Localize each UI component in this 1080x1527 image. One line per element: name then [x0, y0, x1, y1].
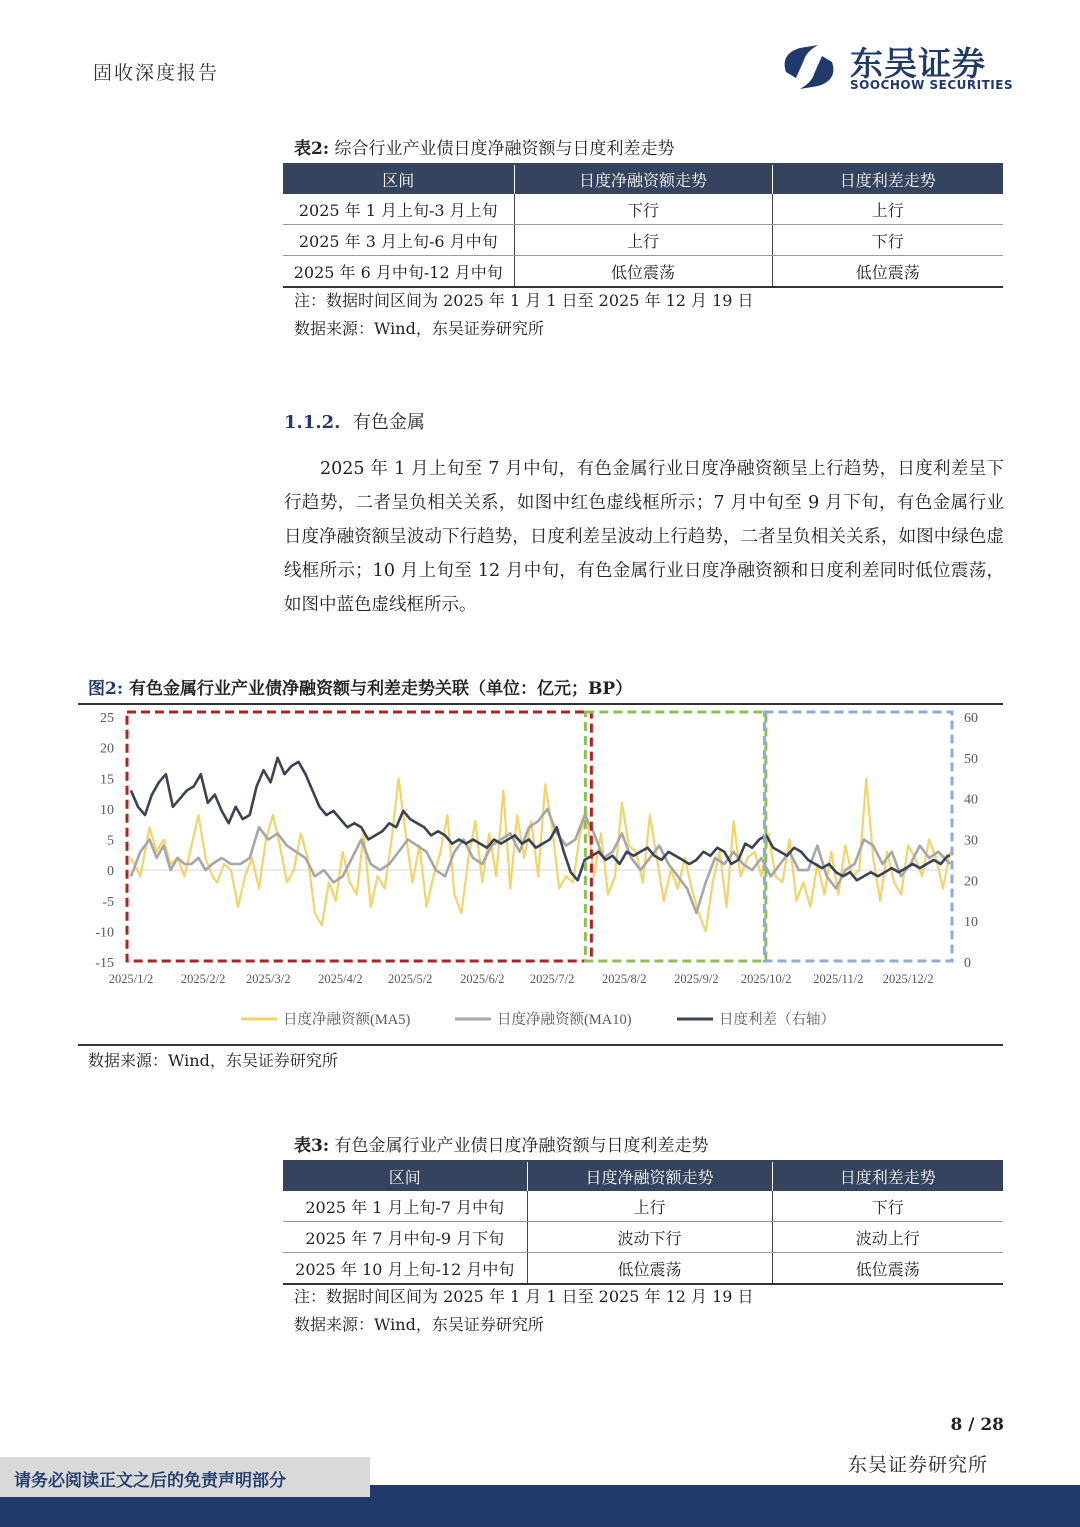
- figure-bottom-rule: [78, 1044, 1003, 1046]
- x-axis-tick-label: 2025/5/2: [387, 972, 433, 986]
- figure2-caption-text: 有色金属行业产业债净融资额与利差走势关联（单位：亿元；: [129, 679, 589, 699]
- table2-note: 注：数据时间区间为 2025 年 1 月 1 日至 2025 年 12 月 19 日: [294, 291, 754, 310]
- table-row: [283, 1222, 1003, 1253]
- figure2-caption: [88, 674, 632, 699]
- x-axis-tick-label: 2025/10/2: [740, 972, 792, 986]
- x-axis-tick-label: 2025/9/2: [674, 972, 719, 986]
- table3: [283, 1160, 1003, 1285]
- table-row: [283, 1191, 1003, 1222]
- legend-label: 日度净融资额(MA10): [497, 1012, 632, 1028]
- table-cell: 波动下行: [527, 1222, 772, 1253]
- table-row: [283, 256, 1003, 288]
- table2-caption-text: 综合行业产业债日度净融资额与日度利差走势: [334, 139, 675, 159]
- left-axis-tick-label: 10: [100, 802, 114, 818]
- table2-caption: [294, 134, 675, 159]
- table-cell: 2025 年 1 月上旬-7 月中旬: [283, 1191, 527, 1222]
- table-cell: 2025 年 1 月上旬-3 月上旬: [283, 194, 514, 225]
- page-number: 8 / 28: [950, 1415, 1004, 1435]
- right-axis-tick-label: 30: [964, 833, 978, 849]
- table-header-cell: 日度利差走势: [772, 164, 1003, 194]
- company-logo: [778, 40, 1014, 96]
- left-axis-tick-label: 5: [107, 833, 114, 849]
- right-axis-tick-label: 40: [964, 792, 978, 808]
- figure2-caption-close: ）: [615, 679, 633, 699]
- table3-source: 数据来源：Wind，东吴证券研究所: [294, 1315, 544, 1334]
- x-axis-tick-label: 2025/3/2: [246, 972, 291, 986]
- table-header-row: [283, 164, 1003, 194]
- section-title: 有色金属: [352, 412, 425, 433]
- table-cell: 上行: [527, 1191, 772, 1222]
- figure2-caption-prefix: 图2:: [88, 679, 124, 699]
- table-header-cell: 区间: [283, 164, 514, 194]
- green-dashed-box: [585, 712, 766, 961]
- footer-institute: 东吴证券研究所: [847, 1454, 988, 1476]
- current-page: 8: [950, 1415, 963, 1435]
- table-cell: 波动上行: [772, 1222, 1003, 1253]
- table-header-cell: 区间: [283, 1161, 527, 1191]
- table-cell: 下行: [772, 225, 1003, 256]
- right-axis-tick-label: 10: [964, 915, 978, 931]
- left-axis-tick-label: -15: [95, 956, 114, 971]
- figure2-source: 数据来源：Wind，东吴证券研究所: [88, 1051, 338, 1070]
- legend-label: 日度利差（右轴）: [719, 1012, 835, 1028]
- logo-mark-icon: [778, 42, 840, 92]
- table-cell: 上行: [772, 194, 1003, 225]
- right-axis-tick-label: 60: [964, 711, 978, 726]
- left-axis-tick-label: 20: [100, 741, 114, 757]
- section-paragraph: [284, 452, 1004, 622]
- table-cell: 低位震荡: [772, 256, 1003, 288]
- series-line-2: [131, 809, 950, 913]
- table-cell: 2025 年 7 月中旬-9 月下旬: [283, 1222, 527, 1253]
- table-header-cell: 日度利差走势: [772, 1161, 1003, 1191]
- table-cell: 低位震荡: [514, 256, 772, 288]
- x-axis-tick-label: 2025/7/2: [529, 972, 575, 986]
- disclaimer-banner[interactable]: [0, 1457, 370, 1497]
- table-header-cell: 日度净融资额走势: [514, 164, 772, 194]
- table-row: [283, 1253, 1003, 1285]
- table-row: [283, 194, 1003, 225]
- table3-note: 注：数据时间区间为 2025 年 1 月 1 日至 2025 年 12 月 19 日: [294, 1287, 754, 1306]
- logo-chinese-text: 东吴证券: [850, 44, 986, 83]
- table-header-row: [283, 1161, 1003, 1191]
- table-row: [283, 225, 1003, 256]
- section-number: 1.1.2.: [284, 412, 341, 433]
- table-cell: 2025 年 10 月上旬-12 月中旬: [283, 1253, 527, 1285]
- x-axis-tick-label: 2025/8/2: [602, 972, 647, 986]
- x-axis-tick-label: 2025/12/2: [882, 972, 934, 986]
- x-axis-tick-label: 2025/6/2: [460, 972, 505, 986]
- blue-dashed-box: [765, 712, 952, 961]
- disclaimer-text: 请务必阅读正文之后的免责声明部分: [14, 1471, 286, 1491]
- figure2-caption-unit: BP: [588, 679, 616, 699]
- table3-caption-text: 有色金属行业产业债日度净融资额与日度利差走势: [334, 1136, 709, 1156]
- table-cell: 2025 年 6 月中旬-12 月中旬: [283, 256, 514, 288]
- figure2-chart: [78, 705, 1003, 1045]
- table-cell: 低位震荡: [527, 1253, 772, 1285]
- table-header-cell: 日度净融资额走势: [527, 1161, 772, 1191]
- table2-source: 数据来源：Wind，东吴证券研究所: [294, 319, 544, 338]
- table2-caption-prefix: 表2:: [294, 139, 330, 159]
- left-axis-tick-label: 25: [100, 711, 114, 726]
- total-pages: 28: [980, 1415, 1004, 1435]
- table3-caption: [294, 1131, 709, 1156]
- left-axis-tick-label: -10: [95, 925, 114, 941]
- right-axis-tick-label: 50: [964, 751, 978, 767]
- table-cell: 下行: [514, 194, 772, 225]
- paragraph-text: 2025 年 1 月上旬至 7 月中旬，有色金属行业日度净融资额呈上行趋势，日度利差呈下行趋势，二者呈负相关关系，如图中红色虚线框所示；7 月中旬至 9 月下旬，有色金属行业日度净融资额呈波动下行趋势，日度利差呈波动上行趋势，二者呈负相关关系，如图中绿色虚线框所示；10 月上旬至 12 月中旬，有色金属行业日度净融资额和日度利差同时低位震荡，如图中蓝色虚线框所示。: [284, 459, 1004, 615]
- x-axis-tick-label: 2025/4/2: [318, 972, 363, 986]
- table2: [283, 163, 1003, 288]
- x-axis-tick-label: 2025/1/2: [108, 972, 154, 986]
- table3-caption-prefix: 表3:: [294, 1136, 330, 1156]
- table-cell: 低位震荡: [772, 1253, 1003, 1285]
- logo-english-text: SOOCHOW SECURITIES: [850, 78, 1014, 92]
- section-heading: [284, 408, 425, 434]
- table-cell: 2025 年 3 月上旬-6 月中旬: [283, 225, 514, 256]
- x-axis-tick-label: 2025/11/2: [813, 972, 864, 986]
- table-cell: 上行: [514, 225, 772, 256]
- table-cell: 下行: [772, 1191, 1003, 1222]
- right-axis-tick-label: 20: [964, 874, 978, 890]
- x-axis-tick-label: 2025/2/2: [180, 972, 226, 986]
- left-axis-tick-label: 0: [107, 864, 114, 880]
- left-axis-tick-label: -5: [102, 894, 114, 910]
- legend-label: 日度净融资额(MA5): [283, 1012, 411, 1028]
- report-type-label: 固收深度报告: [93, 62, 220, 84]
- right-axis-tick-label: 0: [964, 956, 971, 971]
- left-axis-tick-label: 15: [100, 772, 114, 788]
